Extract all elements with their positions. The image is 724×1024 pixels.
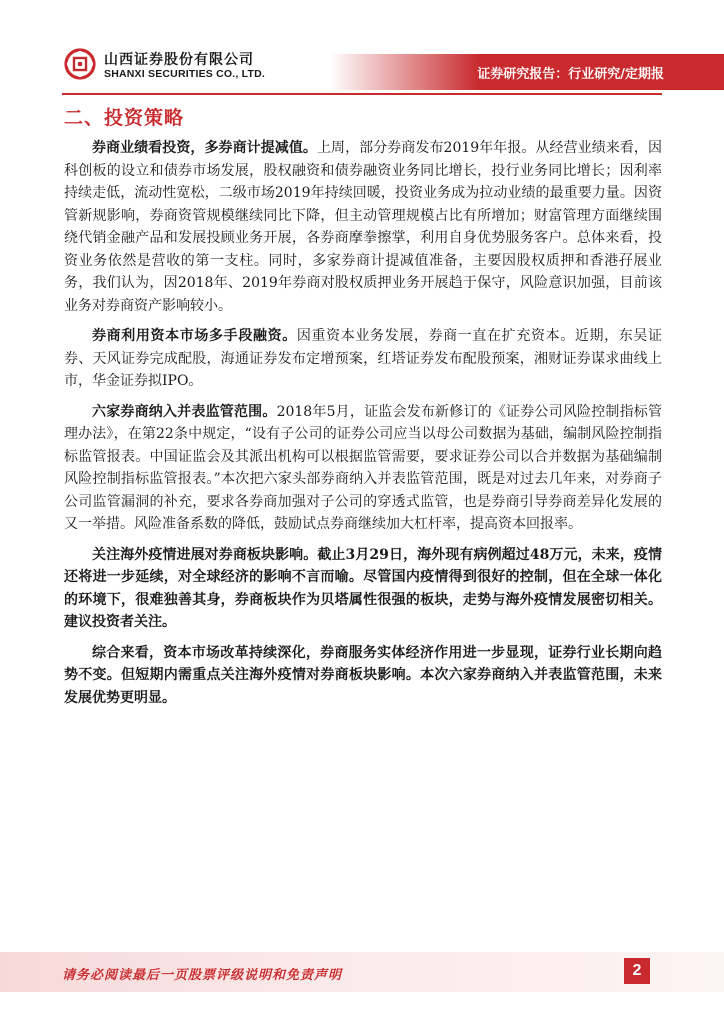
page-number: 2 (624, 958, 650, 984)
paragraph-lead: 券商业绩看投资，多券商计提减值。 (92, 140, 317, 156)
paragraph-brokerage-performance (64, 137, 662, 317)
paragraph-text: 上周，部分券商发布2019年年报。从经营业绩来看，因科创板的设立和债券市场发展，股权融资和债券融资业务同比增长，投行业务同比增长；因利率持续走低，流动性宽松，二级市场2019年持续回暖，投资业务成为拉动业绩的最重要力量。因资管新规影响，券商资管规模继续同比下降，但主动管理规模占比有所增加；财富管理方面继续围绕代销金融产品和发展投顾业务开展，各券商摩拳擦掌，利用自身优势服务客户。总体来看，投资业务依然是营收的第一支柱。同时，多家券商计提减值准备，主要因股权质押和香港孖展业务，我们认为，因2018年、2019年券商对股权质押业务开展趋于保守，风险意识加强，目前该业务对券商资产影响较小。 (64, 140, 662, 314)
paragraph-lead: 券商利用资本市场多手段融资。 (92, 328, 297, 344)
company-name-cn: 山西证券股份有限公司 (104, 52, 254, 68)
disclaimer-notice: 请务必阅读最后一页股票评级说明和免责声明 (62, 968, 343, 983)
report-type-label: 证券研究报告：行业研究/定期报 (477, 67, 664, 82)
company-logo-icon (64, 48, 96, 80)
article-body (64, 137, 662, 717)
section-title: 二、投资策略 (64, 107, 185, 129)
company-name-en: SHANXI SECURITIES CO., LTD. (104, 68, 265, 80)
report-type-banner (330, 54, 724, 90)
page-footer (0, 950, 724, 996)
paragraph-overseas-epidemic: 关注海外疫情进展对券商板块影响。截止3月29日，海外现有病例超过48万元，未来，疫情还将进一步延续，对全球经济的影响不言而喻。尽管国内疫情得到很好的控制，但在全球一体化的环境下，很难独善其身，券商板块作为贝塔属性很强的板块，走势与海外疫情发展密切相关。建议投资者关注。 (64, 546, 662, 630)
header-divider (62, 93, 662, 95)
paragraph-summary: 综合来看，资本市场改革持续深化，券商服务实体经济作用进一步显现，证券行业长期向趋势不变。但短期内需重点关注海外疫情对券商板块影响。本次六家券商纳入并表监管范围，未来发展优势更明显。 (64, 644, 662, 706)
paragraph-text: 2018年5月，证监会发布新修订的《证券公司风险控制指标管理办法》，在第22条中规定，“设有子公司的证券公司应当以母公司数据为基础，编制风险控制指标监管报表。中国证监会及其派出机构可以根据监管需要，要求证券公司以合并数据为基础编制风险控制指标监管报表。”本次把六家头部券商纳入并表监管范围，既是对过去几年来，对券商子公司监管漏洞的补充，要求各券商加强对子公司的穿透式监管，也是券商引导券商差异化发展的又一举措。风险准备系数的降低，鼓励试点券商继续加大杠杆率，提高资本回报率。 (64, 403, 663, 532)
paragraph-lead: 六家券商纳入并表监管范围。 (92, 403, 277, 420)
paragraph-consolidated-supervision (64, 401, 662, 536)
paragraph-text: 因重资本业务发展，券商一直在扩充资本。近期，东吴证券、天风证券完成配股，海通证券发布定增预案，红塔证券发布配股预案，湘财证券谋求曲线上市，华金证券拟IPO。 (64, 328, 663, 389)
page-header (0, 0, 724, 100)
paragraph-capital-raising (64, 325, 662, 393)
